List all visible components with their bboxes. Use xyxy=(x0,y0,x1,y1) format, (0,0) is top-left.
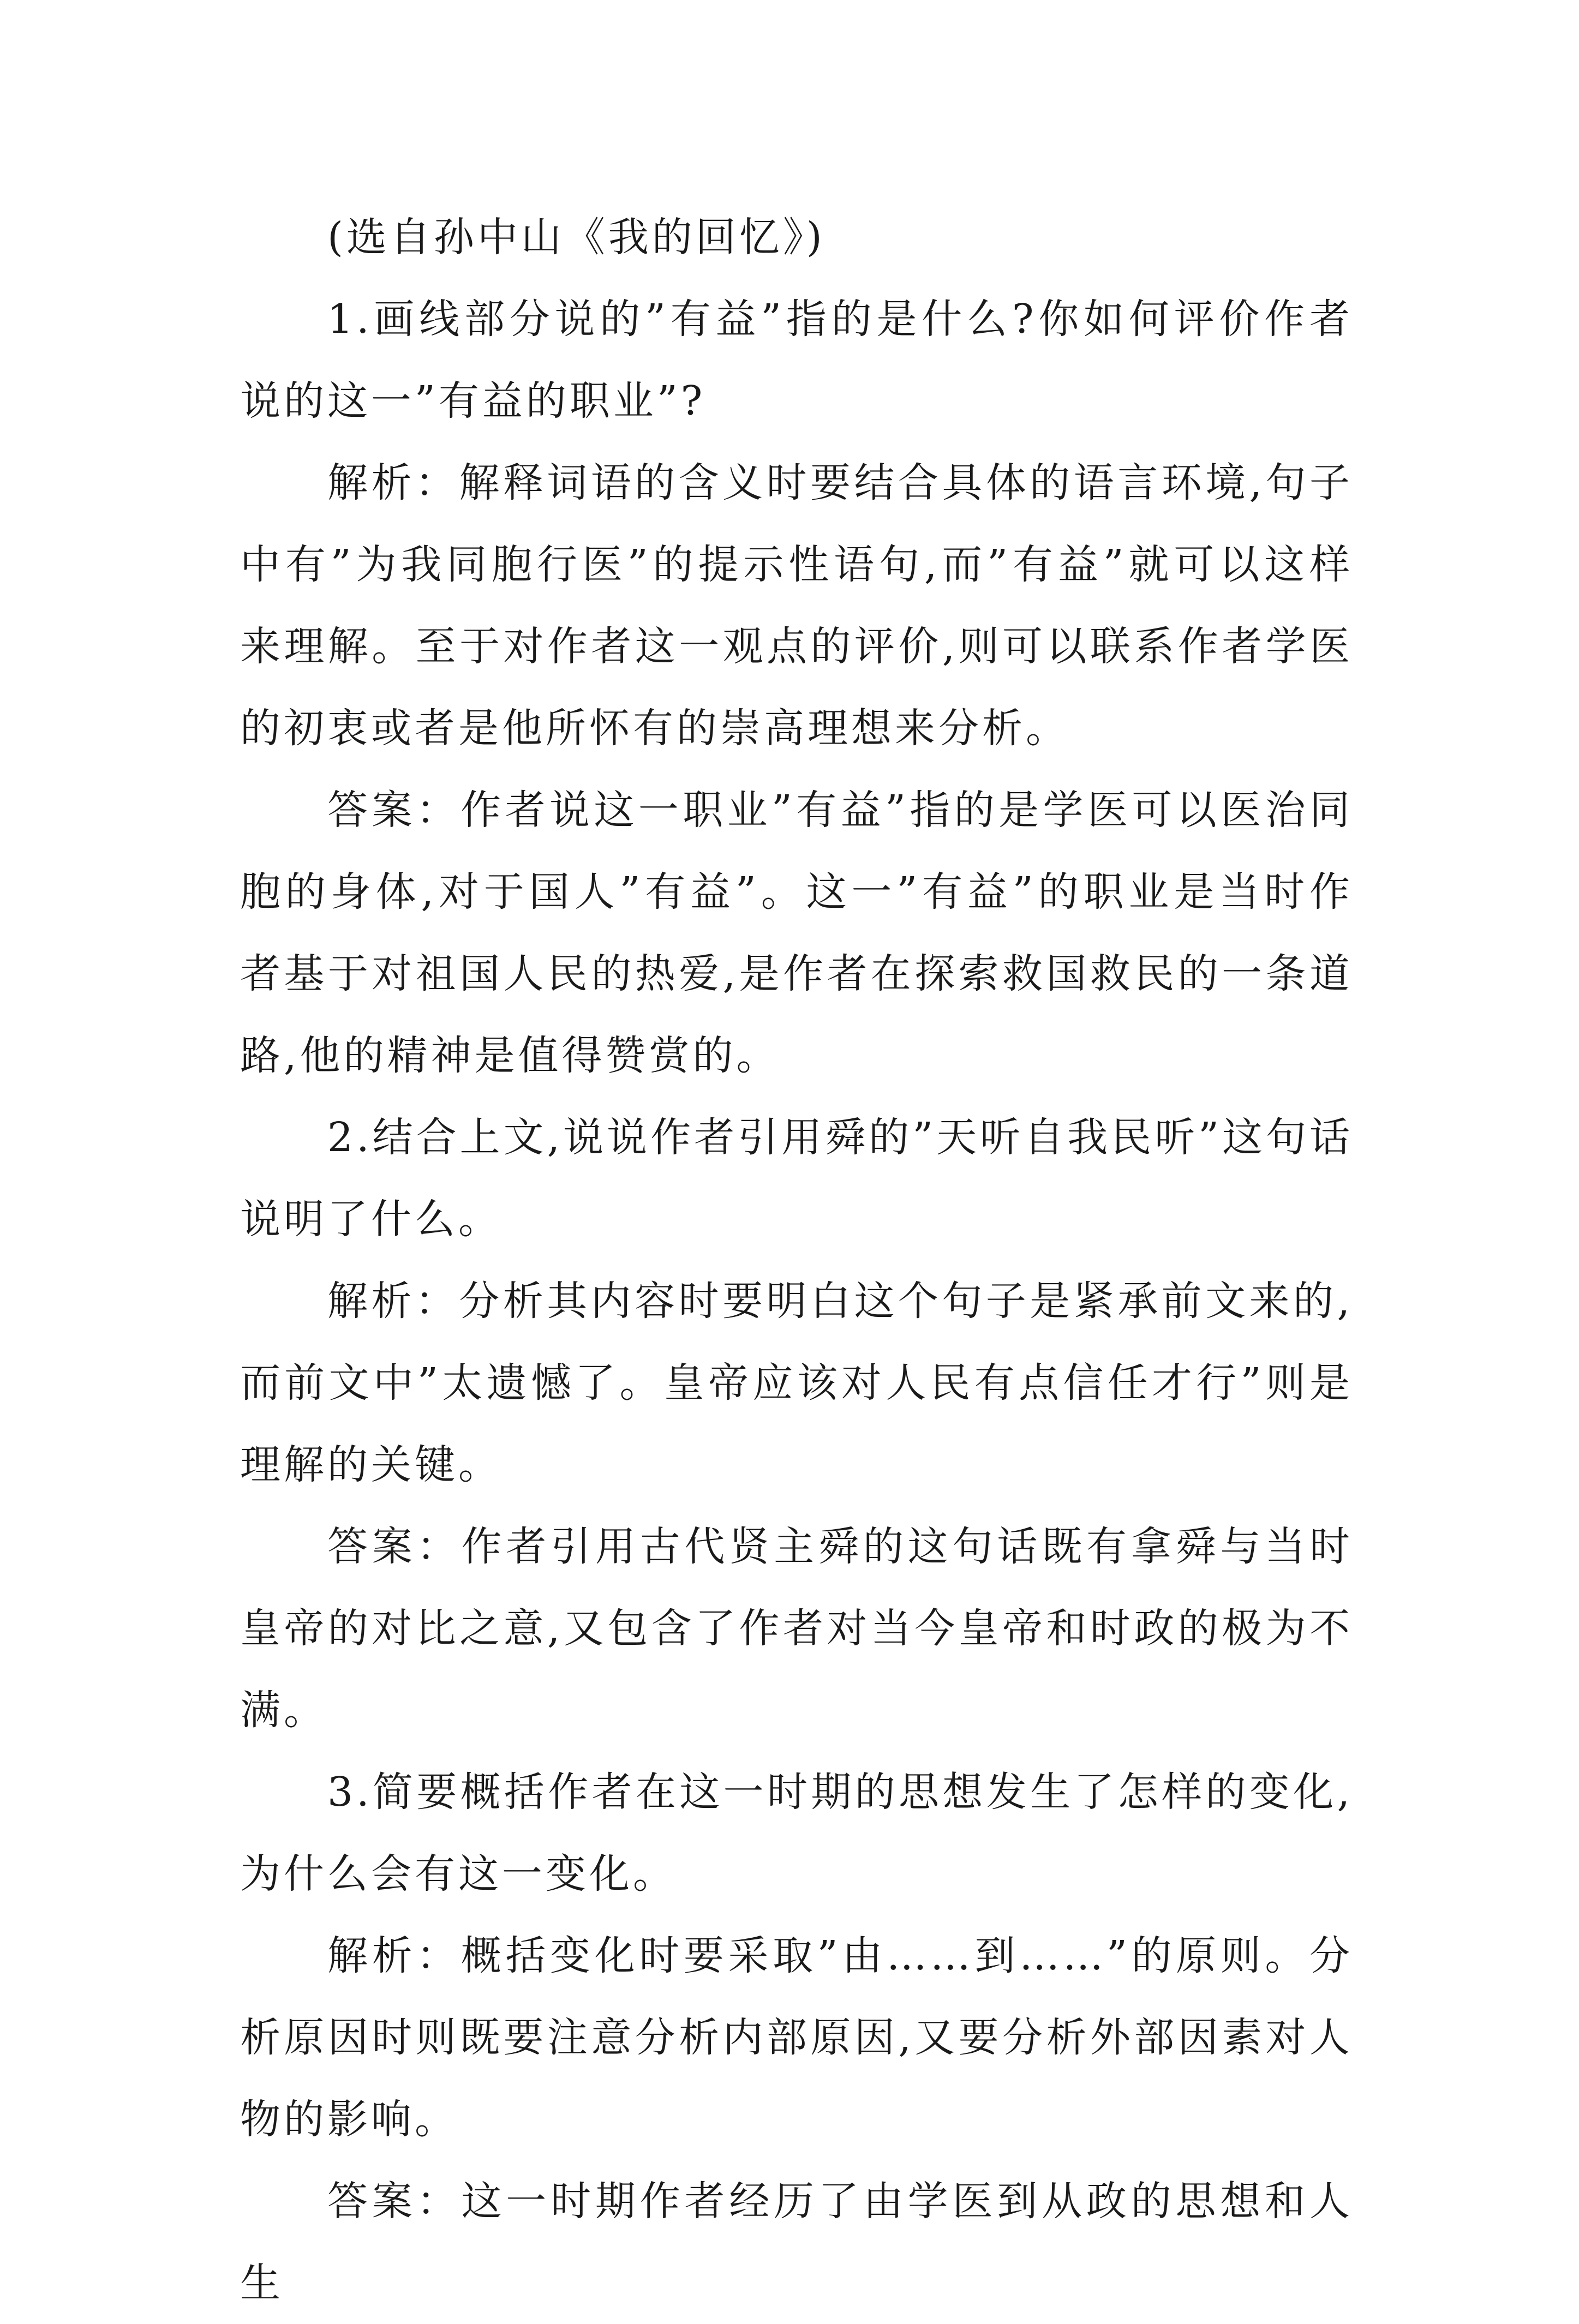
answer-1: 答案：作者说这一职业”有益”指的是学医可以医治同胞的身体,对于国人”有益”。这一”有益”的职业是当时作者基于对祖国人民的热爱,是作者在探索救国救民的一条道路,他的精神是值得赞赏的。 xyxy=(240,787,1353,1079)
answer-3: 答案：这一时期作者经历了由学医到从政的思想和人生 xyxy=(240,2178,1353,2307)
answer-2: 答案：作者引用古代贤主舜的这句话既有拿舜与当时皇帝的对比之意,又包含了作者对当今皇帝和时政的极为不满。 xyxy=(240,1523,1353,1734)
analysis-3: 解析：概括变化时要采取”由……到……”的原则。分析原因时则既要注意分析内部原因,又要分析外部因素对人物的影响。 xyxy=(240,1932,1353,2143)
question-3: 3.简要概括作者在这一时期的思想发生了怎样的变化,为什么会有这一变化。 xyxy=(240,1769,1353,1897)
analysis-1: 解析：解释词语的含义时要结合具体的语言环境,句子中有”为我同胞行医”的提示性语句,而”有益”就可以这样来理解。至于对作者这一观点的评价,则可以联系作者学医的初衷或者是他所怀有的崇高理想来分析。 xyxy=(240,459,1353,752)
analysis-2: 解析：分析其内容时要明白这个句子是紧承前文来的,而前文中”太遗憾了。皇帝应该对人民有点信任才行”则是理解的关键。 xyxy=(240,1278,1353,1488)
question-1: 1.画线部分说的”有益”指的是什么?你如何评价作者说的这一”有益的职业”? xyxy=(240,296,1353,424)
source-citation: (选自孙中山《我的回忆》) xyxy=(327,214,826,261)
question-2: 2.结合上文,说说作者引用舜的”天听自我民听”这句话说明了什么。 xyxy=(240,1114,1353,1243)
document-body xyxy=(240,196,1353,2324)
